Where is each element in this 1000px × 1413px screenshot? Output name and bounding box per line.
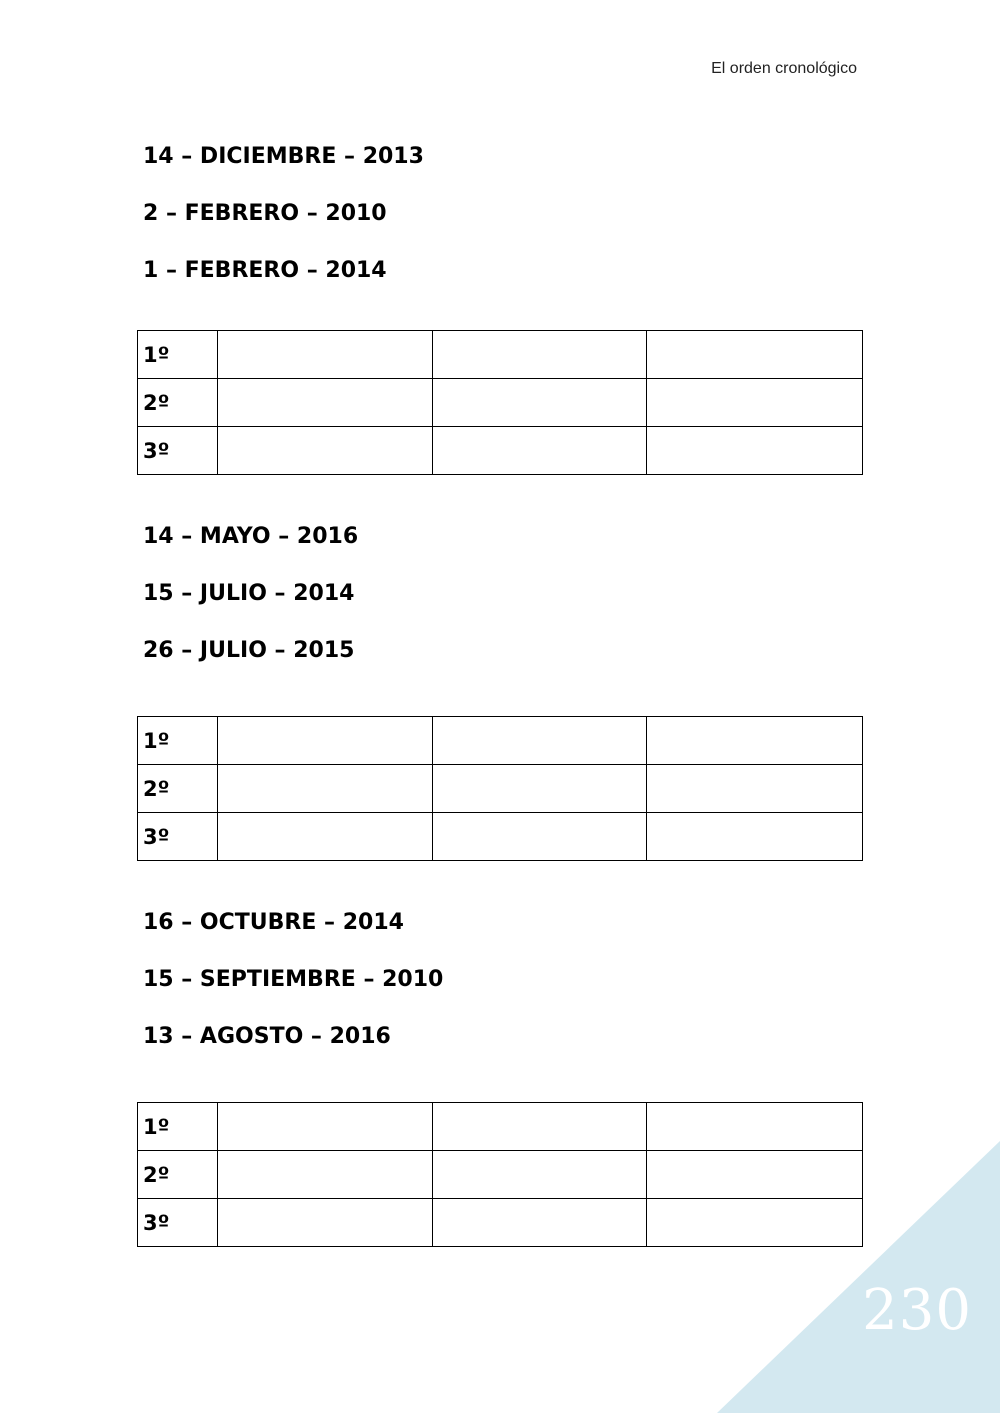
page-number: 230 [862, 1278, 972, 1343]
answer-cell[interactable] [433, 379, 647, 427]
answer-cell[interactable] [218, 813, 433, 861]
order-label-cell: 2º [138, 379, 218, 427]
answer-cell[interactable] [218, 331, 433, 379]
answer-cell[interactable] [433, 813, 647, 861]
date-item: 26 – JULIO – 2015 [143, 638, 355, 663]
date-list [143, 523, 863, 694]
table-row [138, 717, 863, 765]
date-item: 16 – OCTUBRE – 2014 [143, 910, 404, 935]
answer-cell[interactable] [647, 379, 863, 427]
answer-cell[interactable] [647, 717, 863, 765]
date-item: 15 – JULIO – 2014 [143, 581, 355, 606]
order-table-2 [137, 716, 863, 861]
order-label-cell: 2º [138, 765, 218, 813]
corner-triangle-decoration [717, 1141, 1000, 1413]
answer-cell[interactable] [218, 765, 433, 813]
page-header-title: El orden cronológico [711, 60, 857, 77]
table-row [138, 379, 863, 427]
answer-cell[interactable] [433, 1199, 647, 1247]
table-row [138, 813, 863, 861]
answer-cell[interactable] [433, 427, 647, 475]
table-row [138, 331, 863, 379]
date-group-1 [143, 143, 863, 314]
answer-cell[interactable] [218, 1151, 433, 1199]
answer-cell[interactable] [647, 813, 863, 861]
table-row [138, 765, 863, 813]
order-label-cell: 3º [138, 1199, 218, 1247]
table-row [138, 427, 863, 475]
answer-cell[interactable] [433, 1103, 647, 1151]
answer-cell[interactable] [218, 717, 433, 765]
answer-cell[interactable] [218, 379, 433, 427]
answer-cell[interactable] [218, 427, 433, 475]
date-item: 2 – FEBRERO – 2010 [143, 201, 387, 226]
date-list [143, 909, 863, 1080]
answer-cell[interactable] [433, 765, 647, 813]
date-item: 1 – FEBRERO – 2014 [143, 258, 387, 283]
date-item: 13 – AGOSTO – 2016 [143, 1024, 391, 1049]
answer-cell[interactable] [433, 331, 647, 379]
date-item: 14 – DICIEMBRE – 2013 [143, 144, 424, 169]
order-table-1 [137, 330, 863, 475]
answer-cell[interactable] [647, 765, 863, 813]
answer-cell[interactable] [647, 331, 863, 379]
date-item: 15 – SEPTIEMBRE – 2010 [143, 967, 444, 992]
answer-cell[interactable] [647, 427, 863, 475]
date-item: 14 – MAYO – 2016 [143, 524, 359, 549]
order-label-cell: 3º [138, 427, 218, 475]
order-label-cell: 3º [138, 813, 218, 861]
order-label-cell: 1º [138, 331, 218, 379]
answer-cell[interactable] [433, 1151, 647, 1199]
answer-cell[interactable] [218, 1103, 433, 1151]
date-list [143, 143, 863, 314]
date-group-2 [143, 523, 863, 694]
answer-cell[interactable] [433, 717, 647, 765]
order-label-cell: 1º [138, 1103, 218, 1151]
order-label-cell: 2º [138, 1151, 218, 1199]
order-label-cell: 1º [138, 717, 218, 765]
date-group-3 [143, 909, 863, 1080]
answer-cell[interactable] [218, 1199, 433, 1247]
